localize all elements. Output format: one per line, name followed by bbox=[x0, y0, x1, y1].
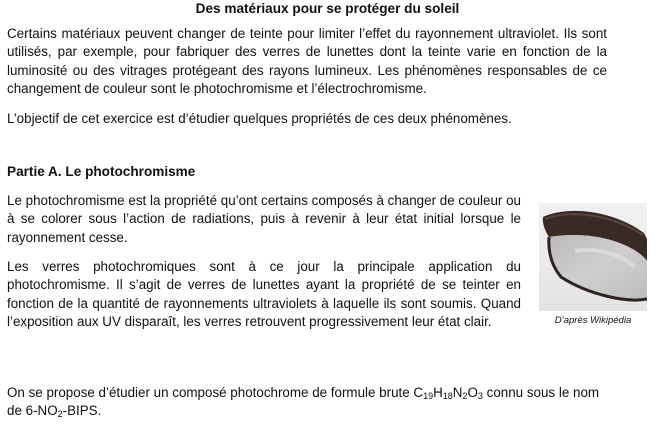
sunglasses-illustration bbox=[539, 203, 647, 311]
final-paragraph bbox=[7, 384, 617, 421]
photochromic-glasses-photo bbox=[539, 203, 647, 311]
formula-element: N bbox=[452, 385, 463, 400]
final-text-before-formula: On se propose d’étudier un composé photochrome de formule brute bbox=[7, 385, 414, 400]
section-a-paragraph-2: Les verres photochromiques sont à ce jour la principale application du photochromisme. Il s’agit de verres de lunettes ayant la propriété de se teinter en fonction de la quantité de rayonnements ultraviolets à laquelle ils sont soumis. Quand l’exposition aux UV disparaît, les verres retrouvent progressivement leur état clair. bbox=[7, 259, 521, 330]
objective-paragraph: L’objectif de cet exercice est d’étudier quelques propriétés de ces deux phénomènes. bbox=[7, 111, 512, 126]
document-title: Des matériaux pour se protéger du soleil bbox=[195, 1, 460, 16]
formula-element: O bbox=[467, 385, 478, 400]
formula-subscript: 3 bbox=[477, 391, 483, 401]
compound-name-subscript: 2 bbox=[57, 409, 63, 420]
formula-subscript: 2 bbox=[462, 391, 468, 401]
figure-caption: D’après Wikipédia bbox=[554, 315, 632, 326]
intro-paragraph: Certains matériaux peuvent changer de teinte pour limiter l’effet du rayonnement ultraviolet. Ils sont utilisés, par exemple, pour fabriquer des verres de lunettes dont la teinte varie en fonction de la luminosité ou des vitrages protégeant des rayons lumineux. Les phénomènes responsables de ce changement de couleur sont le photochromisme et l’électrochromisme. bbox=[7, 26, 607, 97]
formula-subscript: 18 bbox=[442, 391, 453, 401]
compound-name-suffix: -BIPS. bbox=[62, 403, 102, 419]
section-a-title: Partie A. Le photochromisme bbox=[7, 164, 196, 179]
formula-element: H bbox=[433, 385, 443, 400]
compound-name-prefix: 6-NO bbox=[25, 403, 58, 419]
molecular-formula bbox=[413, 385, 483, 400]
final-text-after-formula: connu sous le nom de bbox=[7, 385, 600, 419]
formula-element: C bbox=[413, 385, 424, 400]
section-a-paragraph-1: Le photochromisme est la propriété qu’ont certains composés à changer de couleur ou à se colorer sous l’action de radiations, puis à revenir à leur état initial lorsque le rayonnement cesse. bbox=[7, 193, 521, 245]
compound-name bbox=[26, 403, 102, 418]
formula-subscript: 19 bbox=[423, 391, 434, 401]
